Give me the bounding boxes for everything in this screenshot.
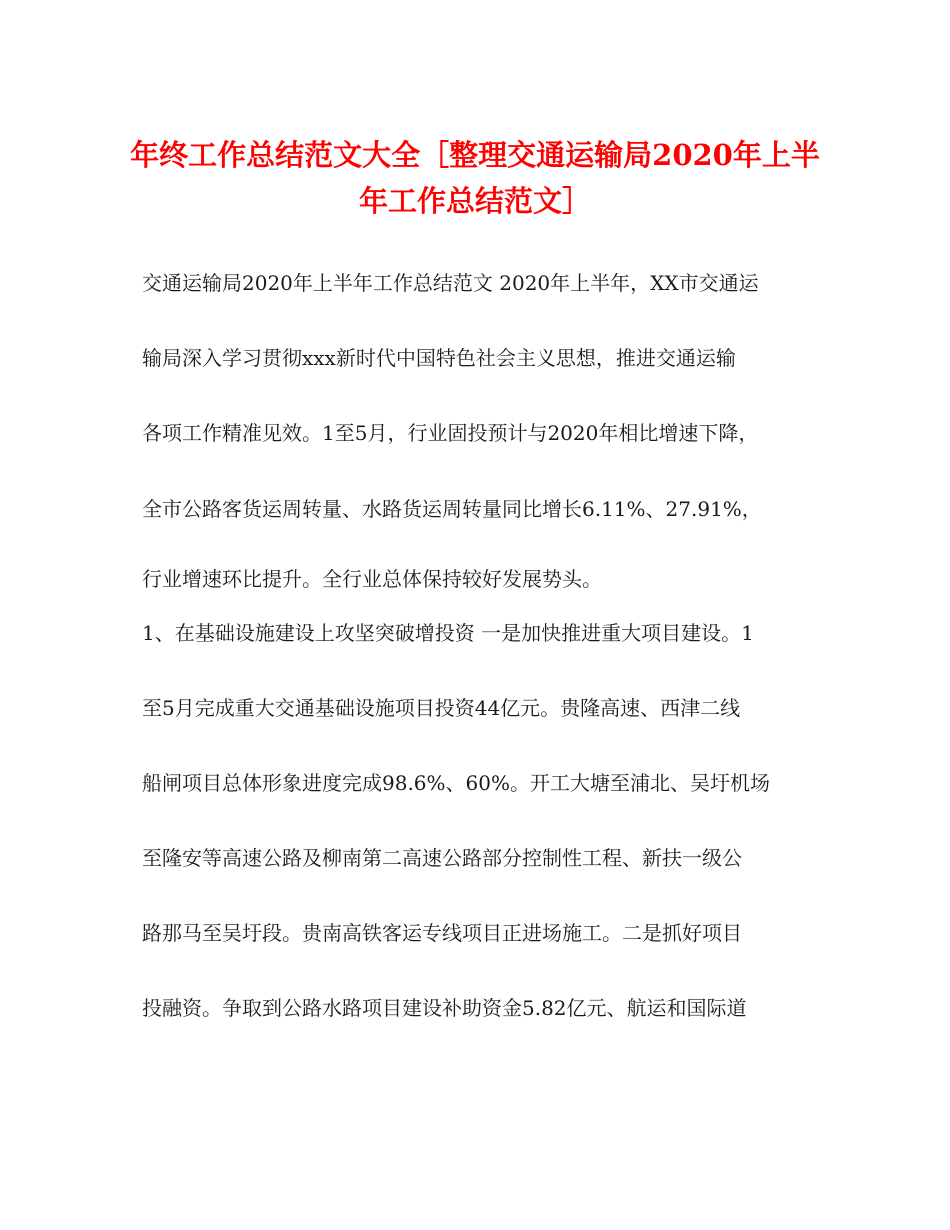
body-line-9: 至隆安等高速公路及柳南第二高速公路部分控制性工程、新扶一级公	[142, 846, 742, 870]
document-title-line-2: 年工作总结范文］	[358, 184, 591, 218]
body-line-6: 1、在基础设施建设上攻坚突破增投资 一是加快推进重大项目建设。1	[142, 621, 754, 645]
body-line-7: 至5月完成重大交通基础设施项目投资44亿元。贵隆高速、西津二线	[142, 696, 741, 720]
body-line-4: 全市公路客货运周转量、水路货运周转量同比增长6.11%、27.91%，	[142, 497, 762, 521]
body-line-8: 船闸项目总体形象进度完成98.6%、60%。开工大塘至浦北、吴圩机场	[142, 771, 770, 795]
body-line-11: 投融资。争取到公路水路项目建设补助资金5.82亿元、航运和国际道	[142, 996, 747, 1020]
document-title-line-1: 年终工作总结范文大全［整理交通运输局2020年上半	[130, 138, 820, 172]
body-line-1: 交通运输局2020年上半年工作总结范文 2020年上半年，XX市交通运	[142, 271, 759, 295]
body-line-10: 路那马至吴圩段。贵南高铁客运专线项目正进场施工。二是抓好项目	[142, 921, 742, 945]
body-line-3: 各项工作精准见效。1至5月，行业固投预计与2020年相比增速下降，	[142, 421, 759, 445]
body-line-5: 行业增速环比提升。全行业总体保持较好发展势头。	[142, 567, 602, 591]
body-line-2: 输局深入学习贯彻xxx新时代中国特色社会主义思想，推进交通运输	[142, 346, 736, 370]
